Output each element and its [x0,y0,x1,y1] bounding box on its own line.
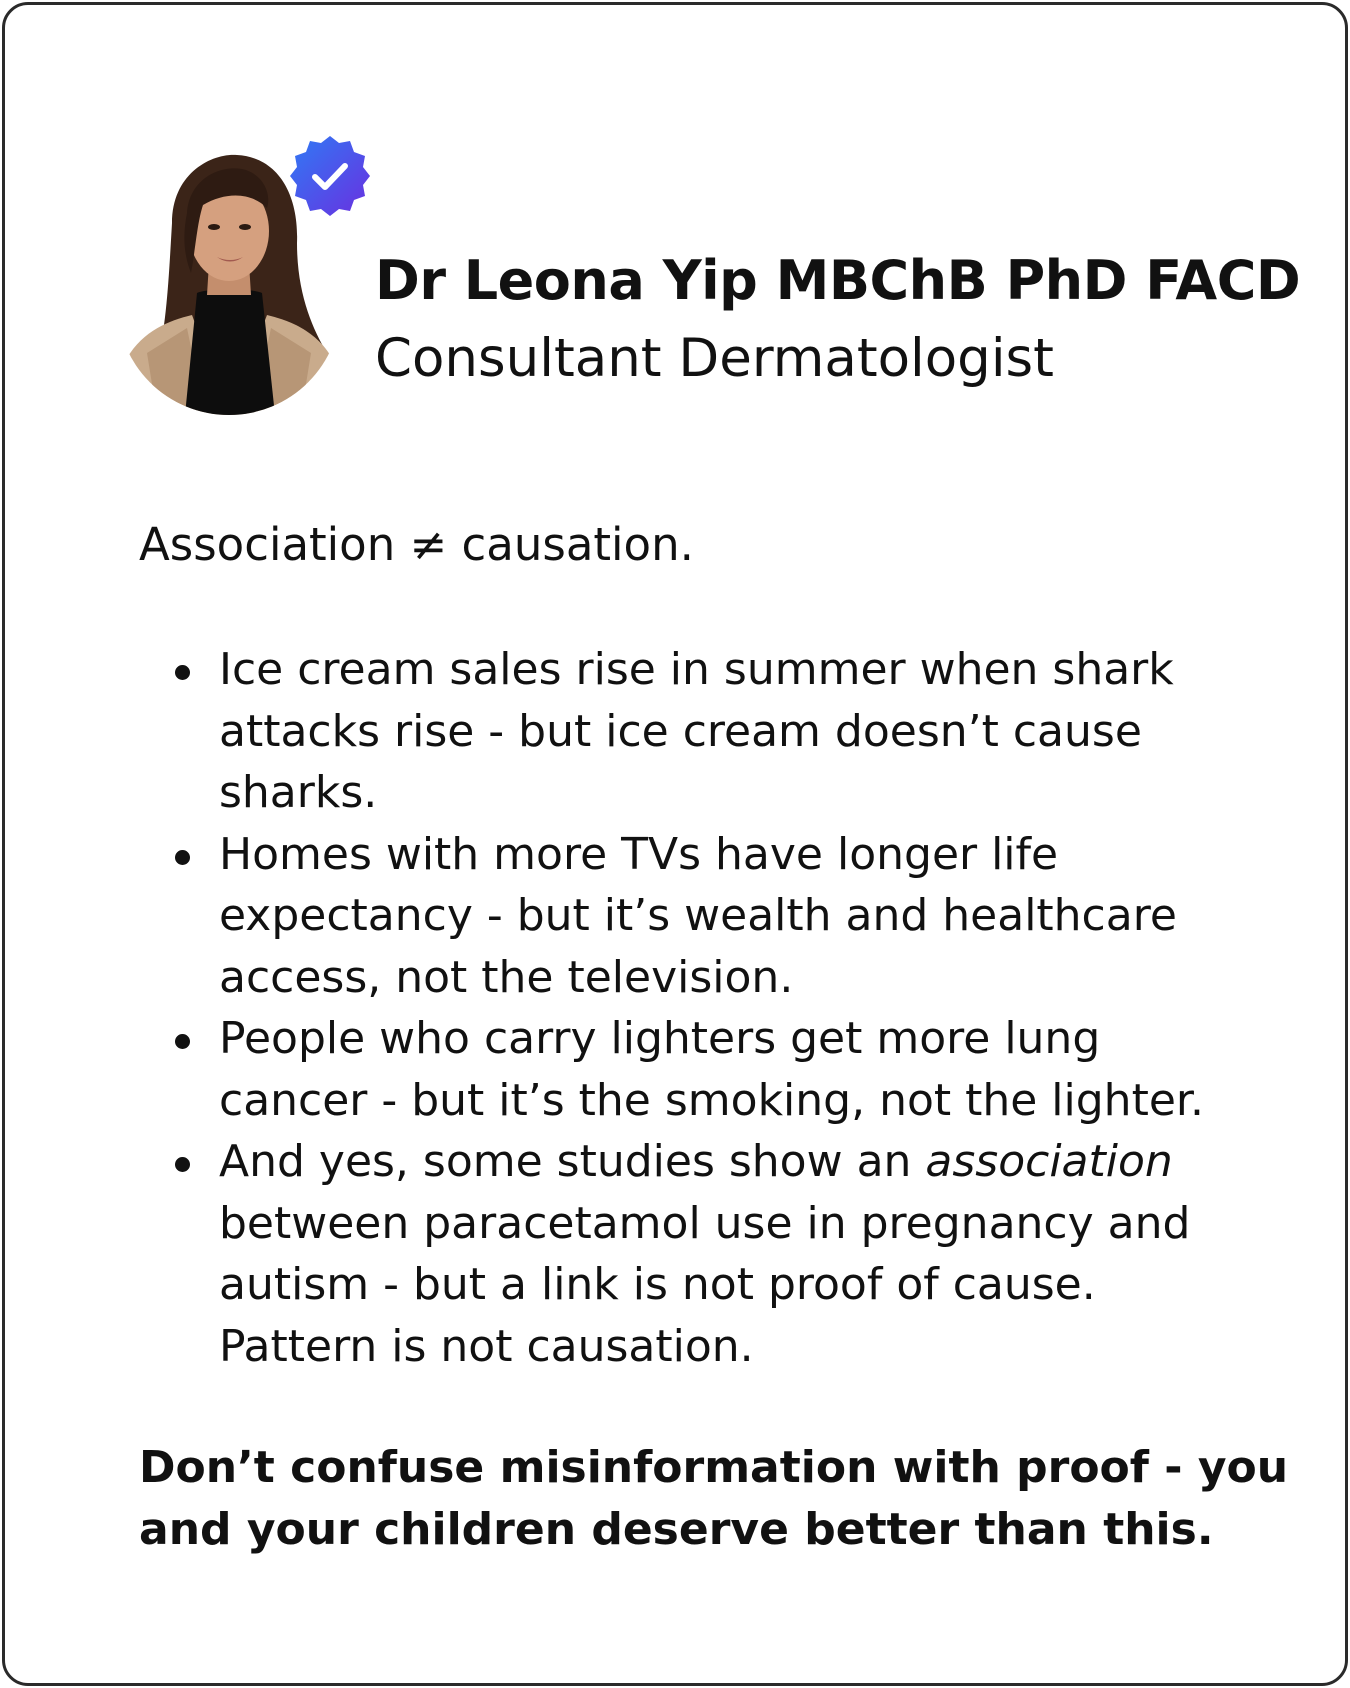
bullet-icon [175,850,190,865]
list-item-text: expectancy - but it’s wealth and healthcare [219,890,1177,941]
list-item [139,1131,1239,1377]
list-item [139,1008,1239,1131]
conclusion-line: and your children deserve better than this. [139,1503,1214,1555]
list-item-text: attacks rise - but ice cream doesn’t cause [219,705,1142,757]
list-item-text-start: And yes, some studies show an [219,1136,926,1187]
emphasis-word: association [925,1136,1173,1187]
list-item-text: Pattern is not causation. [219,1320,754,1372]
list-item-text: People who carry lighters get more lung [219,1013,1101,1064]
bullet-icon [175,1034,190,1049]
verified-badge-icon [287,133,373,219]
bullet-icon [175,1157,190,1172]
list-item-text: cancer - but it’s the smoking, not the lighter. [219,1074,1204,1126]
list-item-text: Homes with more TVs have longer life [219,828,1059,880]
post-card [2,2,1348,1686]
list-item [139,824,1239,1009]
bullet-icon [175,665,190,680]
list-item-text: Ice cream sales rise in summer when shark [219,644,1174,695]
list-item-text: autism - but a link is not proof of cause. [219,1259,1096,1310]
list-item-text: sharks. [219,767,378,818]
intro-statement: Association ≠ causation. [139,518,694,571]
list-item-text [219,1131,1239,1193]
list-item-text: access, not the television. [219,951,794,1003]
conclusion-statement [139,1437,1288,1560]
list-item [139,639,1239,824]
author-title: Consultant Dermatologist [375,328,1054,389]
bullet-list [139,639,1239,1377]
list-item-text: between paracetamol use in pregnancy and [219,1197,1191,1249]
conclusion-line: Don’t confuse misinformation with proof - you [139,1442,1289,1493]
author-name: Dr Leona Yip MBChB PhD FACD [375,249,1301,312]
